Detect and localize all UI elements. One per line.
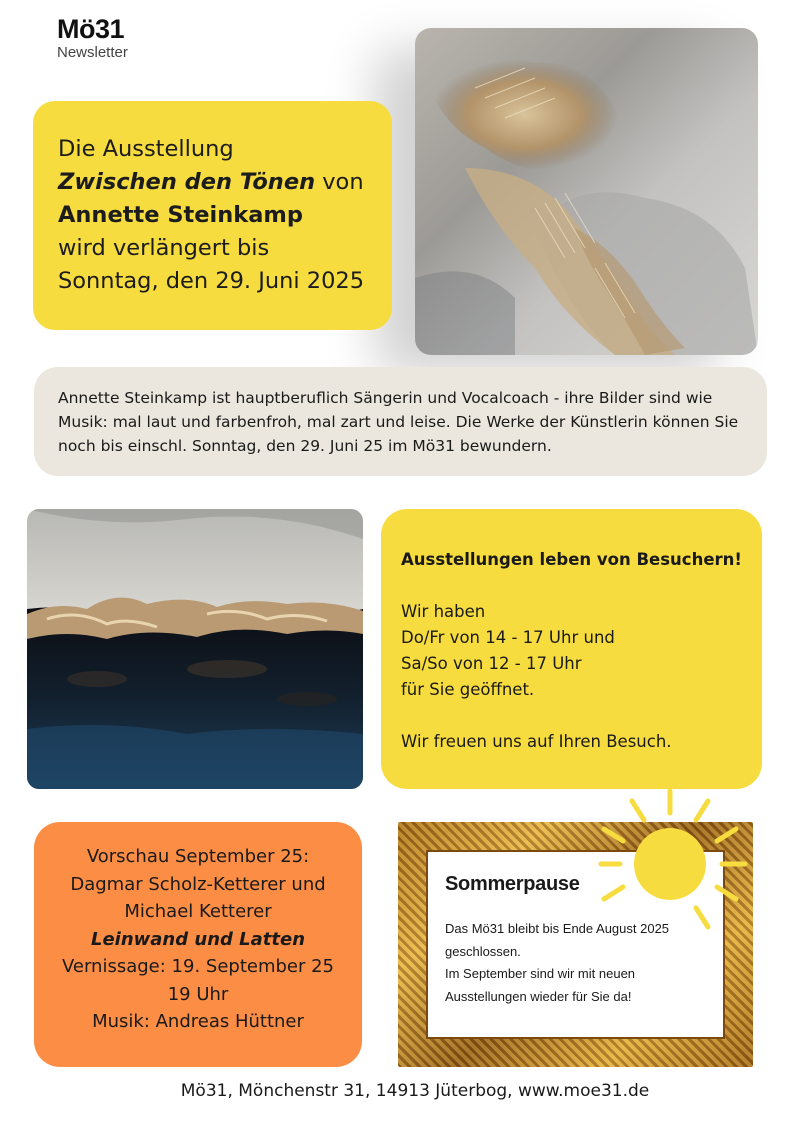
hours-line2: Do/Fr von 14 - 17 Uhr und (401, 628, 615, 647)
exhibition-title: Zwischen den Tönen (58, 169, 316, 195)
preview-line1: Vorschau September 25: (86, 846, 310, 867)
headline-line1: Die Ausstellung (58, 136, 234, 162)
brand-subtitle: Newsletter (57, 44, 128, 61)
hours-line4: für Sie geöffnet. (401, 680, 535, 699)
hours-line1: Wir haben (401, 602, 486, 621)
hours-heading: Ausstellungen leben von Besuchern! (401, 550, 742, 569)
painting-image-abstract-grey (415, 28, 758, 355)
summer-line2: geschlossen. (445, 943, 521, 959)
preview-title: Leinwand und Latten (90, 928, 306, 950)
preview-line6: 19 Uhr (167, 983, 229, 1005)
preview-line7: Musik: Andreas Hüttner (92, 1011, 304, 1032)
sun-icon (598, 787, 748, 937)
info-box (34, 367, 767, 476)
preview-line2: Dagmar Scholz-Ketterer und (70, 873, 326, 895)
preview-line5: Vernissage: 19. September 25 (61, 956, 335, 977)
headline-line5: Sonntag, den 29. Juni 2025 (58, 268, 365, 294)
info-text: Annette Steinkamp ist hauptberuflich Sängerin und Vocalcoach - ihre Bilder sind wie Musik: mal laut und farbenfroh, mal zart und leise. Die Werke der Künstlerin können Sie noch bis einschl. Sonntag, den 29. Juni 25 im Mö31 bewundern. (58, 389, 739, 455)
painting-image-landscape (27, 509, 363, 789)
summer-line4: Ausstellungen wieder für Sie da! (445, 988, 632, 1004)
preview-line3: Michael Ketterer (124, 901, 272, 922)
brand-header (57, 14, 128, 62)
hours-closing: Wir freuen uns auf Ihren Besuch. (401, 732, 672, 751)
summer-line3: Im September sind wir mit neuen (445, 966, 636, 981)
preview-box (34, 822, 362, 1067)
summer-break-title: Sommerpause (445, 873, 580, 895)
footer-address: Mö31, Mönchenstr 31, 14913 Jüterbog, www.moe31.de (180, 1081, 650, 1101)
headline-box (33, 101, 392, 330)
opening-hours-box (381, 509, 762, 789)
summer-line1: Das Mö31 bleibt bis Ende August 2025 (445, 921, 670, 936)
hours-line3: Sa/So von 12 - 17 Uhr (401, 654, 582, 673)
headline-line2 (58, 166, 372, 199)
headline-von: von (315, 169, 364, 195)
brand-name: Mö31 (57, 14, 125, 44)
artist-name: Annette Steinkamp (58, 202, 303, 228)
headline-line4: wird verlängert bis (58, 235, 270, 261)
